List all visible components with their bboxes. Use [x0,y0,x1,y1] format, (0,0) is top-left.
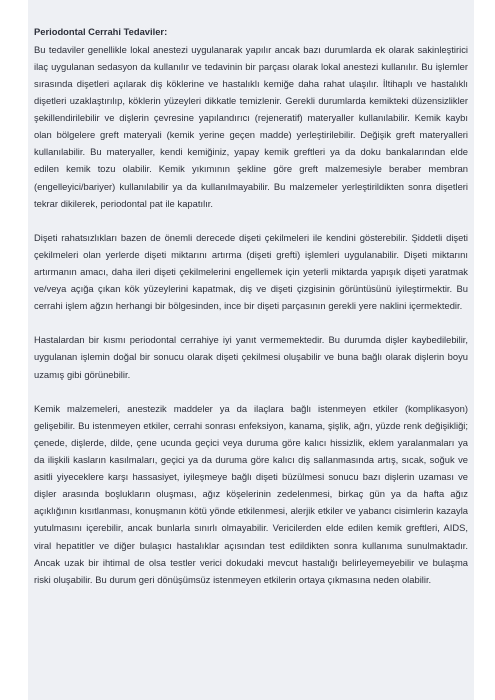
paragraph-gingival-graft: Dişeti rahatsızlıkları bazen de önemli derecede dişeti çekilmeleri ile kendini gösterebilir. Şiddetli dişeti çekilmeleri olan yerlerde dişeti miktarını artırma (dişeti grefti) işlemleri uygulanabilir. Dişeti miktarını artırmanın amacı, daha ileri dişeti çekilmelerini engellemek için yeterli miktarda yapışık dişeti yaratmak ve/veya açığa çıkan kök yüzeylerini kapatmak, diş ve dişeti çizgisinin görüntüsünü iyileştirmektir. Bu cerrahi işlem ağzın herhangi bir bölgesinden, ince bir dişeti parçasının gerekli yere naklini içermektedir. [34,231,468,312]
paragraph-surgical-procedure: Bu tedaviler genellikle lokal anestezi uygulanarak yapılır ancak bazı durumlarda ek olarak sakinleştirici ilaç uygulanan sedasyon da kullanılır ve tedavinin bir parçası olarak lokal anestezi kullanılır. Bu işlemler sırasında dişetleri açılarak diş köklerine ve hastalıklı kemiğe daha rahat ulaşılır. İltihaplı ve hastalıklı dişetleri uzaklaştırılıp, köklerin yüzeyleri dikkatle temizlenir. Gerekli durumlarda kemikteki düzensizlikler şekillendirilebilir ve dişlerin çevresine yapılandırıcı (rejeneratif) materyaller kullanılabilir. Kemik kaybı olan bölgelere greft materyali (kemik yerine geçen madde) yerleştirilebilir. Değişik greft materyalleri kullanılabilir. Bu materyaller, kendi kemiğiniz, yapay kemik greftleri ya da doku bankalarından elde edilen kemik tozu olabilir. Kemik yıkımının şekline göre greft malzemesiyle beraber membran (engelleyici/bariyer) kullanılabilir ya da kullanılmayabilir. Bu malzemeler yerleştirildikten sonra dişetleri tekrar dikilerek, periodontal pat ile kapatılır. [34,43,468,209]
section-heading: Periodontal Cerrahi Tedaviler: [34,26,168,37]
paragraph-treatment-response: Hastalardan bir kısmı periodontal cerrahiye iyi yanıt vermemektedir. Bu durumda dişler kaybedilebilir, uygulanan işlemin doğal bir sonucu olarak dişeti çekilmesi oluşabilir ve buna bağlı olarak dişlerin boyu uzamış gibi görünebilir. [34,334,468,380]
document-page [28,0,474,700]
paragraph-complications: Kemik malzemeleri, anestezik maddeler ya da ilaçlara bağlı istenmeyen etkiler (komplikasyon) gelişebilir. Bu istenmeyen etkiler, cerrahi sonrası enfeksiyon, kanama, şişlik, ağrı, yüzde renk değişikliği; çenede, dişlerde, dilde, çene ucunda geçici veya duruma göre kalıcı hissizlik, eklem yaralanmaları ya da ilişkili kasların kasılmaları, geçici ya da duruma göre kalıcı diş sallanmasında artış, sıcak, soğuk ve asitli yiyeceklere karşı hassasiyet, iyileşmeye bağlı dişeti büzülmesi sonucu bazı dişlerin uzaması ve dişler arasında boşlukların oluşması, ağız köşelerinin zedelenmesi, birkaç gün ya da hafta ağız açıklığının kısıtlanması, konuşmanın kötü yönde etkilenmesi, alerjik etkiler ve yabancı cisimlerin kazayla yutulmasını içerebilir, ancak bunlarla sınırlı olmayabilir. Vericilerden elde edilen kemik greftleri, AIDS, viral hepatitler ve diğer bulaşıcı hastalıklar açısından test edildikten sonra kullanıma sunulmaktadır. Ancak uzak bir ihtimal de olsa testler verici dokudaki mevcut hastalığı belirleyemeyebilir ve bulaşma riski oluşabilir. Bu durum geri dönüşümsüz istenmeyen etkilerin ortaya çıkmasına neden olabilir. [34,402,468,585]
